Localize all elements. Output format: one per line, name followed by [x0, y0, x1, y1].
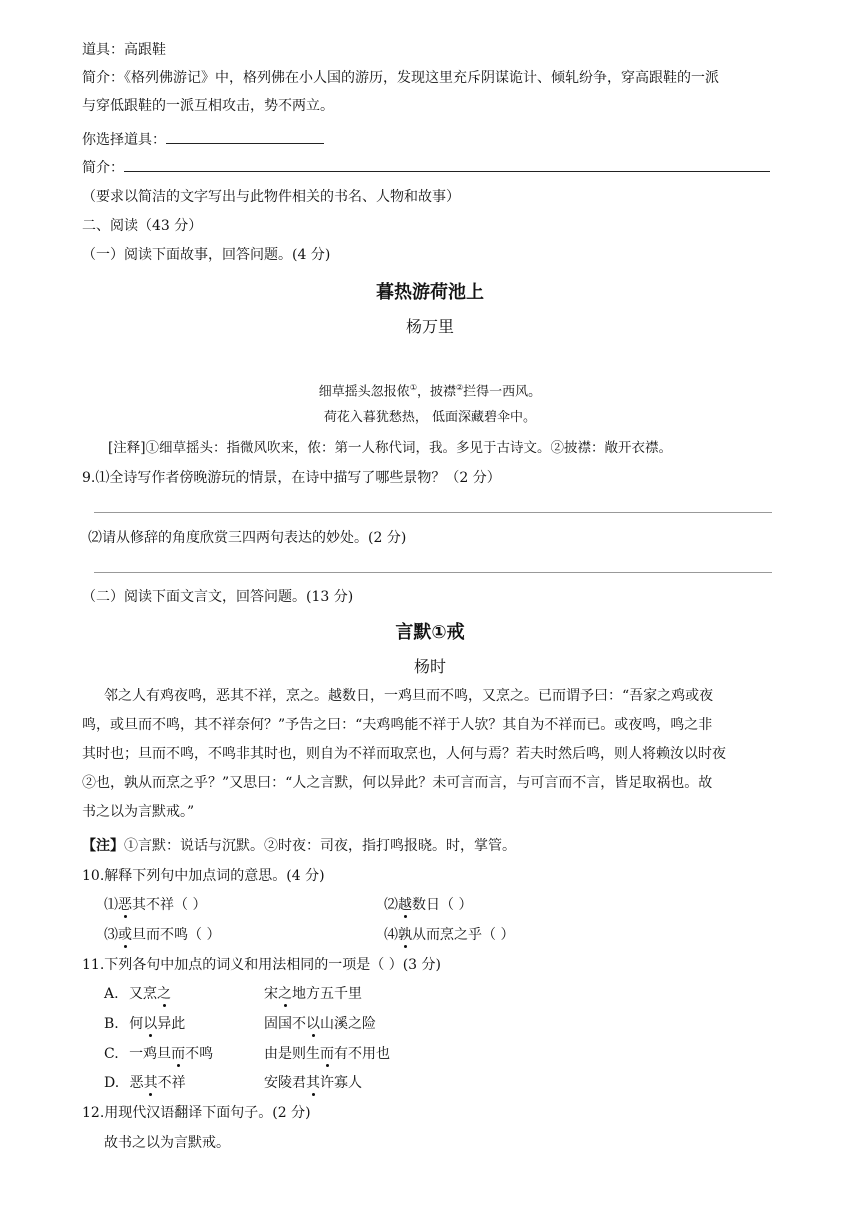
- q12-sentence: 故书之以为言默戒。: [104, 1135, 230, 1151]
- option-left-pre: 恶: [129, 1075, 144, 1091]
- option-label: C.: [104, 1046, 119, 1062]
- q10-item-1-dotted: 恶: [118, 897, 132, 913]
- q10-item-3-dotted: 或: [118, 927, 132, 943]
- option-right-post: 许寡人: [320, 1075, 362, 1091]
- option-left-dotted: 之: [157, 986, 172, 1002]
- option-right-pre: 固国不: [264, 1016, 306, 1032]
- option-right-post: 山溪之险: [320, 1016, 376, 1032]
- option-right-dotted: 之: [278, 986, 292, 1002]
- poem-line1-b: ，披襟: [416, 384, 456, 400]
- q10-item-4-num: ⑷: [384, 927, 398, 943]
- prose-line-3: 其时也；旦而不鸣，不鸣非其时也，则自为不祥而取烹也，人何与焉？若夫时然后鸣，则人将赖汝以时夜: [82, 746, 726, 762]
- prose-line-2: 鸣，或旦而不鸣，其不祥奈何？”予告之曰：“夫鸡鸣能不祥于人欤？其自为不祥而已。或夜鸣，鸣之非: [82, 717, 713, 733]
- q10-item-1: [104, 895, 206, 915]
- prose-line-4: ②也，孰从而烹之乎？”又思曰：“人之言默，何以异此？未可言而言，与可言而不言，皆足取祸也。故: [82, 775, 713, 791]
- prose-author: 杨时: [413, 657, 446, 676]
- option-left-dotted: 其: [143, 1075, 158, 1091]
- question-12: 12.用现代汉语翻译下面句子。(2 分): [82, 1105, 311, 1121]
- q11-option-d[interactable]: [104, 1073, 186, 1093]
- q11-option-b-right: [264, 1014, 376, 1034]
- option-right-post: 有不用也: [334, 1046, 390, 1062]
- prop-line: 道具：高跟鞋: [82, 42, 166, 58]
- requirement-note: （要求以简洁的文字写出与此物件相关的书名、人物和故事）: [82, 189, 460, 205]
- answer-line-9-2[interactable]: [94, 572, 772, 573]
- your-choice-blank[interactable]: [166, 129, 324, 144]
- poem-note: [注释]①细草摇头：指微风吹来，侬：第一人称代词，我。多见于古诗文。②披襟：敞开衣襟。: [108, 440, 673, 456]
- option-label: D.: [104, 1075, 120, 1091]
- q11-option-d-right: [264, 1073, 362, 1093]
- answer-line-9-1[interactable]: [94, 512, 772, 513]
- question-9-2: ⑵请从修辞的角度欣赏三四两句表达的妙处。(2 分): [88, 530, 407, 546]
- q10-item-2: [384, 895, 472, 915]
- option-left-post: 不祥: [157, 1075, 186, 1091]
- prose-line-1: 邻之人有鸡夜鸣，恶其不祥，烹之。越数日，一鸡旦而不鸣，又烹之。已而谓予曰：“吾家之鸡或夜: [104, 688, 714, 704]
- your-choice-row: [82, 129, 324, 150]
- question-10: 10.解释下列句中加点词的意思。(4 分): [82, 868, 325, 884]
- q11-option-a[interactable]: [104, 984, 171, 1004]
- poem-line-2: 荷花入暮犹愁热， 低面深藏碧伞中。: [323, 410, 537, 425]
- option-left-dotted: 而: [171, 1046, 186, 1062]
- q10-item-4: [384, 925, 514, 945]
- option-right-post: 地方五千里: [292, 986, 362, 1002]
- question-9-1: 9.⑴全诗写作者傍晚游玩的情景，在诗中描写了哪些景物？（2 分）: [82, 470, 501, 486]
- q10-item-3: [104, 925, 220, 945]
- option-right-pre: 宋: [264, 986, 278, 1002]
- poem-author: 杨万里: [405, 317, 454, 336]
- intro-label: 简介：: [82, 160, 124, 176]
- q10-item-1-num: ⑴: [104, 897, 118, 913]
- option-right-dotted: 以: [306, 1016, 320, 1032]
- option-left-post: 异此: [157, 1016, 186, 1032]
- poem-line1-c: 拦得一西风。: [463, 384, 542, 400]
- poem-line1-a: 细草摇头忽报侬: [318, 384, 410, 400]
- note-text: ①言默：说话与沉默。②时夜：司夜，指打鸣报晓。时，掌管。: [124, 838, 516, 854]
- q10-item-2-num: ⑵: [384, 897, 398, 913]
- poem-line-1: [0, 378, 860, 402]
- question-11: 11.下列各句中加点的词义和用法相同的一项是（ ）(3 分): [82, 957, 441, 973]
- q11-option-c-right: [264, 1044, 390, 1064]
- prose-line-5: 书之以为言默戒。”: [82, 804, 195, 820]
- section-heading: 二、阅读（43 分）: [82, 218, 203, 234]
- option-left-post: 不鸣: [185, 1046, 214, 1062]
- q10-item-3-num: ⑶: [104, 927, 118, 943]
- q10-item-4-dotted: 孰: [398, 927, 412, 943]
- option-left-pre: 一鸡旦: [129, 1046, 172, 1062]
- q11-option-a-right: [264, 984, 362, 1004]
- q10-item-3-text[interactable]: 旦而不鸣（ ）: [132, 927, 221, 943]
- option-label: B.: [104, 1016, 119, 1032]
- note-label: 【注】: [82, 838, 124, 854]
- part2-heading: （二）阅读下面文言文，回答问题。(13 分): [82, 589, 354, 605]
- poem-title: 暮热游荷池上: [376, 282, 484, 303]
- footnote-ref-2: ②: [456, 383, 464, 392]
- prop-intro-line1: 简介：《格列佛游记》中，格列佛在小人国的游历，发现这里充斥阴谋诡计、倾轧纷争，穿高跟鞋的一派: [82, 70, 719, 86]
- q10-item-1-text[interactable]: 其不祥（ ）: [132, 897, 207, 913]
- option-right-dotted: 其: [306, 1075, 320, 1091]
- option-right-dotted: 而: [320, 1046, 334, 1062]
- prop-intro-line2: 与穿低跟鞋的一派互相攻击，势不两立。: [82, 98, 334, 114]
- option-right-pre: 由是则生: [264, 1046, 320, 1062]
- intro-row: [82, 157, 770, 178]
- option-left-dotted: 以: [143, 1016, 158, 1032]
- q10-item-2-text[interactable]: 数日（ ）: [412, 897, 473, 913]
- option-left-pre: 何: [129, 1016, 144, 1032]
- q11-option-b[interactable]: [104, 1014, 185, 1034]
- part1-heading: （一）阅读下面故事，回答问题。(4 分): [82, 247, 331, 263]
- prose-note: [82, 836, 516, 856]
- prose-title: 言默①戒: [395, 622, 465, 643]
- q10-item-4-text[interactable]: 从而烹之乎（ ）: [412, 927, 515, 943]
- footnote-ref-1: ①: [409, 383, 417, 392]
- q10-item-2-dotted: 越: [398, 897, 412, 913]
- option-right-pre: 安陵君: [264, 1075, 306, 1091]
- option-left-pre: 又烹: [129, 986, 158, 1002]
- your-choice-label: 你选择道具：: [82, 132, 166, 148]
- option-label: A.: [104, 986, 119, 1002]
- q11-option-c[interactable]: [104, 1044, 213, 1064]
- intro-blank[interactable]: [124, 157, 770, 172]
